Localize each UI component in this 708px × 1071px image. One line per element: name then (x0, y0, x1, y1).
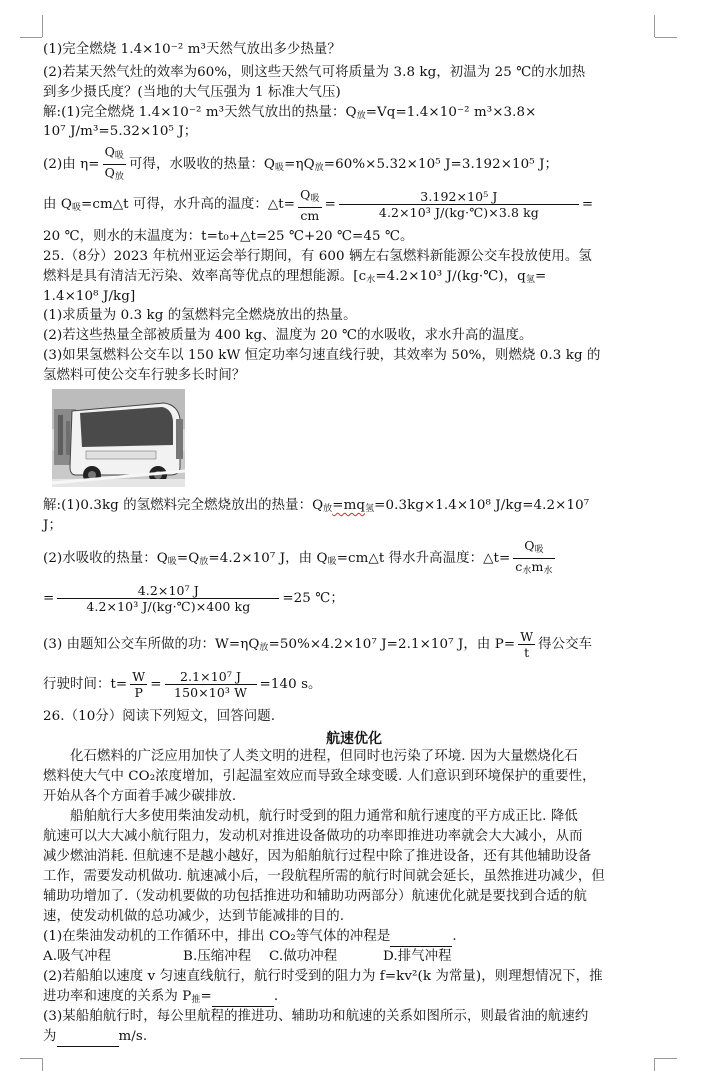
q24-solution-2: (2)由 η= $\frac{\text{Q吸}}{\text{Q放}}$ 可得，水吸收的热量：Q吸=ηQ放=60%×5.32×10⁵ J=3.192×10⁵ J； (43, 144, 668, 187)
crop-mark-br-h (655, 1058, 677, 1059)
answer-blank-2[interactable] (212, 988, 274, 1007)
time-fraction-numeric: $\frac{\text{2.1×10⁷ J}}{\text{150×10³ W}}$ (165, 669, 257, 700)
q25-intro: 25.（8分）2023 年杭州亚运会举行期间，有 600 辆左右氢燃料新能源公交车投放使用。氢 (43, 249, 592, 264)
q26-part2-cont: 进功率和速度的关系为 P推= . (43, 989, 279, 1005)
answer-blank-3[interactable] (57, 1028, 119, 1047)
power-fraction: $\frac{W}{t}$ (520, 629, 534, 660)
q25-part3-cont: 氢燃料可使公交车行驶多长时间？ (43, 368, 246, 383)
q26-intro: 26.（10分）阅读下列短文，回答问题. (43, 709, 276, 724)
crop-mark-tr-h (655, 37, 677, 38)
q24-part1: (1)完全燃烧 1.4×10⁻² m³天然气放出多少热量？ (43, 42, 341, 57)
option-c[interactable]: C.做功冲程 (269, 949, 338, 964)
dt-fraction-numeric-25: $\frac{\text{4.2×10⁷ J}}{\text{4.2×10³ J/(kg·℃)×400 kg}}$ (57, 583, 279, 614)
article-p2-l6: 速，使发动机做的总功减少，达到节能减排的目的. (43, 909, 345, 924)
article-p1-l2: 燃料使大气中 CO₂浓度增加，引起温室效应而导致全球变暖. 人们意识到环境保护的重要性， (43, 769, 596, 784)
q25-intro-2: 燃料是具有清洁无污染、效率高等优点的理想能源。[c水=4.2×10³ J/(kg·℃)，q氢= (43, 269, 547, 285)
dt-fraction-symbolic: $\frac{\text{Q吸}}{cm}$ (300, 186, 320, 223)
dt-fraction-symbolic-25: $\frac{\text{Q吸}}{\text{c水m水}}$ (515, 538, 553, 576)
article-p2-l2: 航速可以大大减小航行阻力，发动机对推进设备做功的功率即推进功率就会大大减小，从而 (43, 829, 583, 844)
q25-part3: (3)如果氢燃料公交车以 150 kW 恒定功率匀速直线行驶，其效率为 50%，则燃烧 0.3 kg 的 (43, 348, 601, 363)
q25-part1: (1)求质量为 0.3 kg 的氢燃料完全燃烧放出的热量。 (43, 308, 357, 323)
crop-mark-tl-h (20, 37, 42, 38)
option-b[interactable]: B.压缩冲程 (183, 949, 252, 964)
q25-solution-5: 行驶时间：t= $\frac{W}{P}$ = $\frac{\text{2.1×10⁷ J}}{\text{150×10³ W}}$ =140 s。 (43, 669, 322, 700)
hydrogen-bus-photo (52, 389, 185, 487)
crop-mark-bl-v (42, 1058, 43, 1071)
article-p2-l5: 辅助功增加了.（发动机要做的功包括推进功和辅助功两部分）航速优化就是要找到合适的航 (43, 889, 587, 904)
crop-mark-tl-v (42, 15, 43, 37)
answer-blank-1[interactable] (390, 928, 452, 947)
q26-part3: (3)某船舶航行时，每公里航程的推进功、辅助功和航速的关系如图所示，则最省油的航速约 (43, 1009, 589, 1024)
q25-intro-3: 1.4×10⁸ J/kg] (43, 289, 136, 304)
q24-solution-1-cont: 10⁷ J/m³=5.32×10⁵ J； (43, 124, 198, 139)
article-p2-l3: 减少燃油消耗. 但航速不是越小越好，因为船舶航行过程中除了推进设备，还有其他辅助设备 (43, 849, 592, 864)
q24-part2: (2)若某天然气灶的效率为60%，则这些天然气可将质量为 3.8 kg，初温为 25 ℃的水加热 (43, 65, 586, 80)
crop-mark-br-v (654, 1058, 655, 1071)
q26-part2: (2)若船舶以速度 v 匀速直线航行，航行时受到的阻力为 f=kv²(k 为常量)，则理想情况下，推 (43, 969, 603, 984)
dt-fraction-numeric: $\frac{\text{3.192×10⁵ J}}{\text{4.2×10³ J/(kg·℃)×3.8 kg}}$ (339, 189, 579, 220)
article-title: 航速优化 (326, 731, 382, 747)
crop-mark-bl-h (20, 1058, 42, 1059)
eta-fraction: $\frac{\text{Q吸}}{\text{Q放}}$ (104, 144, 125, 182)
q26-part1: (1)在柴油发动机的工作循环中，排出 CO₂等气体的冲程是 . (43, 928, 668, 947)
q25-solution-3: = $\frac{\text{4.2×10⁷ J}}{\text{4.2×10³ J/(kg·℃)×400 kg}}$ =25 ℃； (43, 583, 344, 614)
option-a[interactable]: A.吸气冲程 (43, 949, 112, 964)
article-p1-l3: 开始从各个方面着手减少碳排放. (43, 789, 237, 804)
q24-solution-4: 20 ℃，则水的末温度为：t=t₀+△t=25 ℃+20 ℃=45 ℃。 (43, 229, 414, 244)
article-p2-l1: 船舶航行大多使用柴油发动机，航行时受到的阻力通常和航行速度的平方成正比. 降低 (70, 809, 578, 824)
q24-solution-3: 由 Q吸=cm△t 可得，水升高的温度：△t= $\frac{\text{Q吸}}{cm}$ = $\frac{\text{3.192×10⁵ J}}{\text{4.2×10³ J/(kg·℃)×3.8 kg}}$ = (43, 186, 594, 223)
q25-solution-1-cont: J； (43, 518, 62, 533)
crop-mark-tr-v (654, 15, 655, 37)
article-p1-l1: 化石燃料的广泛应用加快了人类文明的进程，但同时也污染了环境. 因为大量燃烧化石 (70, 749, 578, 764)
option-d[interactable]: D.排气冲程 (383, 949, 452, 964)
time-fraction-symbolic: $\frac{W}{P}$ (132, 669, 146, 700)
q24-solution-1: 解:(1)完全燃烧 1.4×10⁻² m³天然气放出的热量：Q放=Vq=1.4×10⁻² m³×3.8× (43, 105, 537, 121)
q25-solution-2: (2)水吸收的热量：Q吸=Q放=4.2×10⁷ J，由 Q吸=cm△t 得水升高温度：△t= $\frac{\text{Q吸}}{\text{c水m水}}$ (43, 538, 668, 581)
q26-part3-cont: 为 m/s. (43, 1028, 668, 1047)
q25-solution-1: 解:(1)0.3kg 的氢燃料完全燃烧放出的热量：Q放=mq氢=0.3kg×1.4×10⁸ J/kg=4.2×10⁷ (43, 498, 590, 514)
article-p2-l4: 工作，需要发动机做功. 航速减小后，一段航程所需的航行时间就会延长，虽然推进功减少，但 (43, 869, 605, 884)
q25-solution-4: (3) 由题知公交车所做的功：W=ηQ放=50%×4.2×10⁷ J=2.1×10⁷ J，由 P= $\frac{W}{t}$ 得公交车 (43, 629, 593, 660)
q24-part2-cont: 到多少摄氏度？(当地的大气压强为 1 标准大气压) (43, 85, 341, 100)
q25-part2: (2)若这些热量全部被质量为 400 kg、温度为 20 ℃的水吸收，求水升高的温度。 (43, 328, 533, 343)
